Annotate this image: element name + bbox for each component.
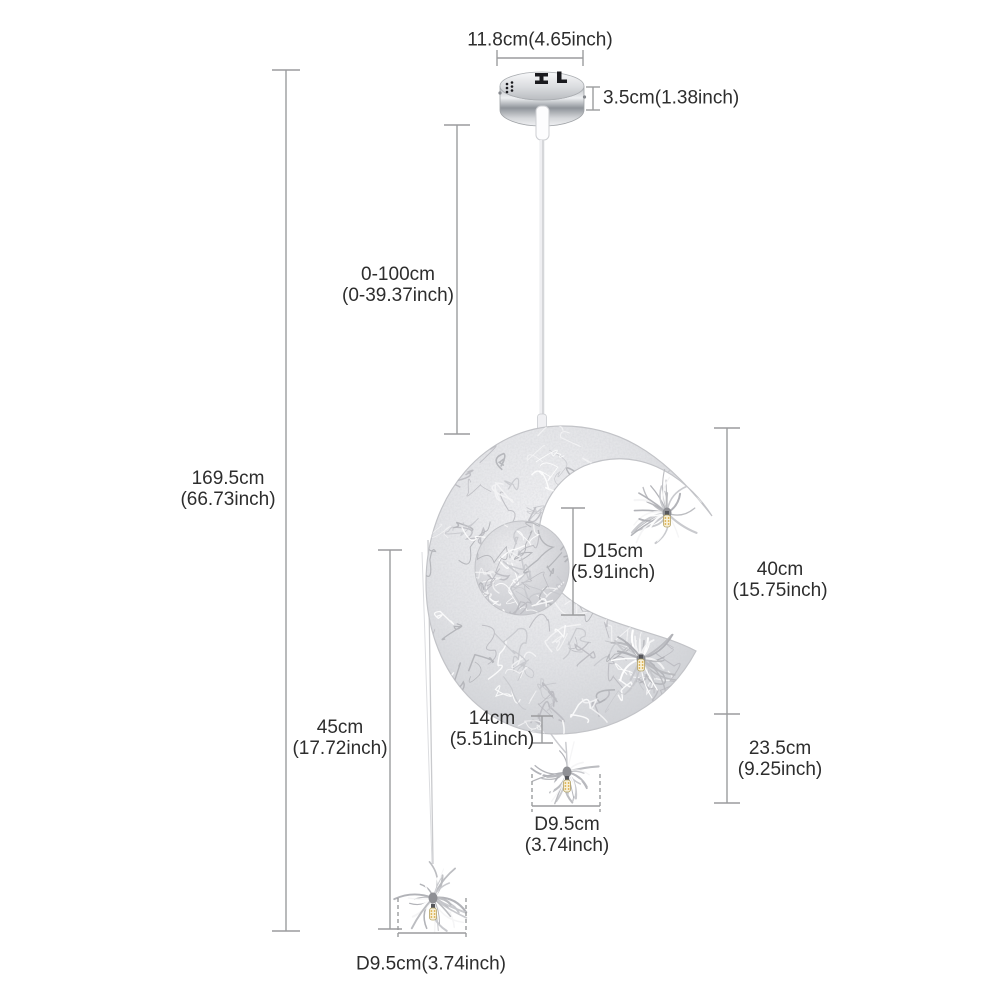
star-light-upper <box>631 470 696 546</box>
dim-line-canopy-height <box>586 87 600 110</box>
label-bottom-star-diameter-text: D9.5cm(3.74inch) <box>356 953 506 975</box>
label-canopy-height <box>603 88 739 109</box>
label-ball-diameter-inch: (5.91inch) <box>570 562 656 583</box>
label-moon-size <box>732 559 827 601</box>
label-ball-diameter <box>571 541 656 583</box>
label-canopy-width <box>467 30 612 51</box>
label-canopy-width-text: 11.8cm(4.65inch) <box>467 29 613 51</box>
label-lower-star-drop-cm: 23.5cm <box>748 738 812 759</box>
label-left-drop-inch: (17.72inch) <box>292 738 388 759</box>
dim-line-right-combined <box>714 428 740 803</box>
label-left-drop-cm: 45cm <box>316 717 364 738</box>
dim-line-total-height <box>272 70 300 931</box>
suspension-cable <box>536 106 549 432</box>
label-left-drop <box>292 717 387 759</box>
label-mid-star-diameter <box>525 814 610 856</box>
label-lower-star-drop <box>738 738 823 780</box>
star-light-middle <box>531 742 601 804</box>
label-moon-to-star-gap-cm: 14cm <box>468 708 516 729</box>
label-total-height-inch: (66.73inch) <box>180 489 276 510</box>
label-mid-star-diameter-inch: (3.74inch) <box>524 835 610 856</box>
label-cable-length-cm: 0-100cm <box>361 264 435 285</box>
label-moon-size-cm: 40cm <box>756 559 804 580</box>
label-canopy-height-text: 3.5cm(1.38inch) <box>603 87 740 109</box>
canopy-side-screw <box>498 91 501 94</box>
dim-line-canopy-width <box>497 50 583 66</box>
label-ball-diameter-cm: D15cm <box>582 541 644 562</box>
label-lower-star-drop-inch: (9.25inch) <box>737 759 823 780</box>
cable-connector-top <box>536 106 549 140</box>
label-moon-to-star-gap <box>450 708 535 750</box>
label-moon-to-star-gap-inch: (5.51inch) <box>449 729 535 750</box>
label-total-height <box>180 468 275 510</box>
canopy-side-screw <box>583 95 586 98</box>
star-light-bottom <box>394 862 466 932</box>
label-total-height-cm: 169.5cm <box>191 468 265 489</box>
label-mid-star-diameter-cm: D9.5cm <box>534 814 600 835</box>
label-moon-size-inch: (15.75inch) <box>732 580 828 601</box>
label-cable-length-inch: (0-39.37inch) <box>342 285 454 306</box>
label-cable-length <box>342 264 454 306</box>
label-bottom-star-diameter <box>356 954 506 975</box>
